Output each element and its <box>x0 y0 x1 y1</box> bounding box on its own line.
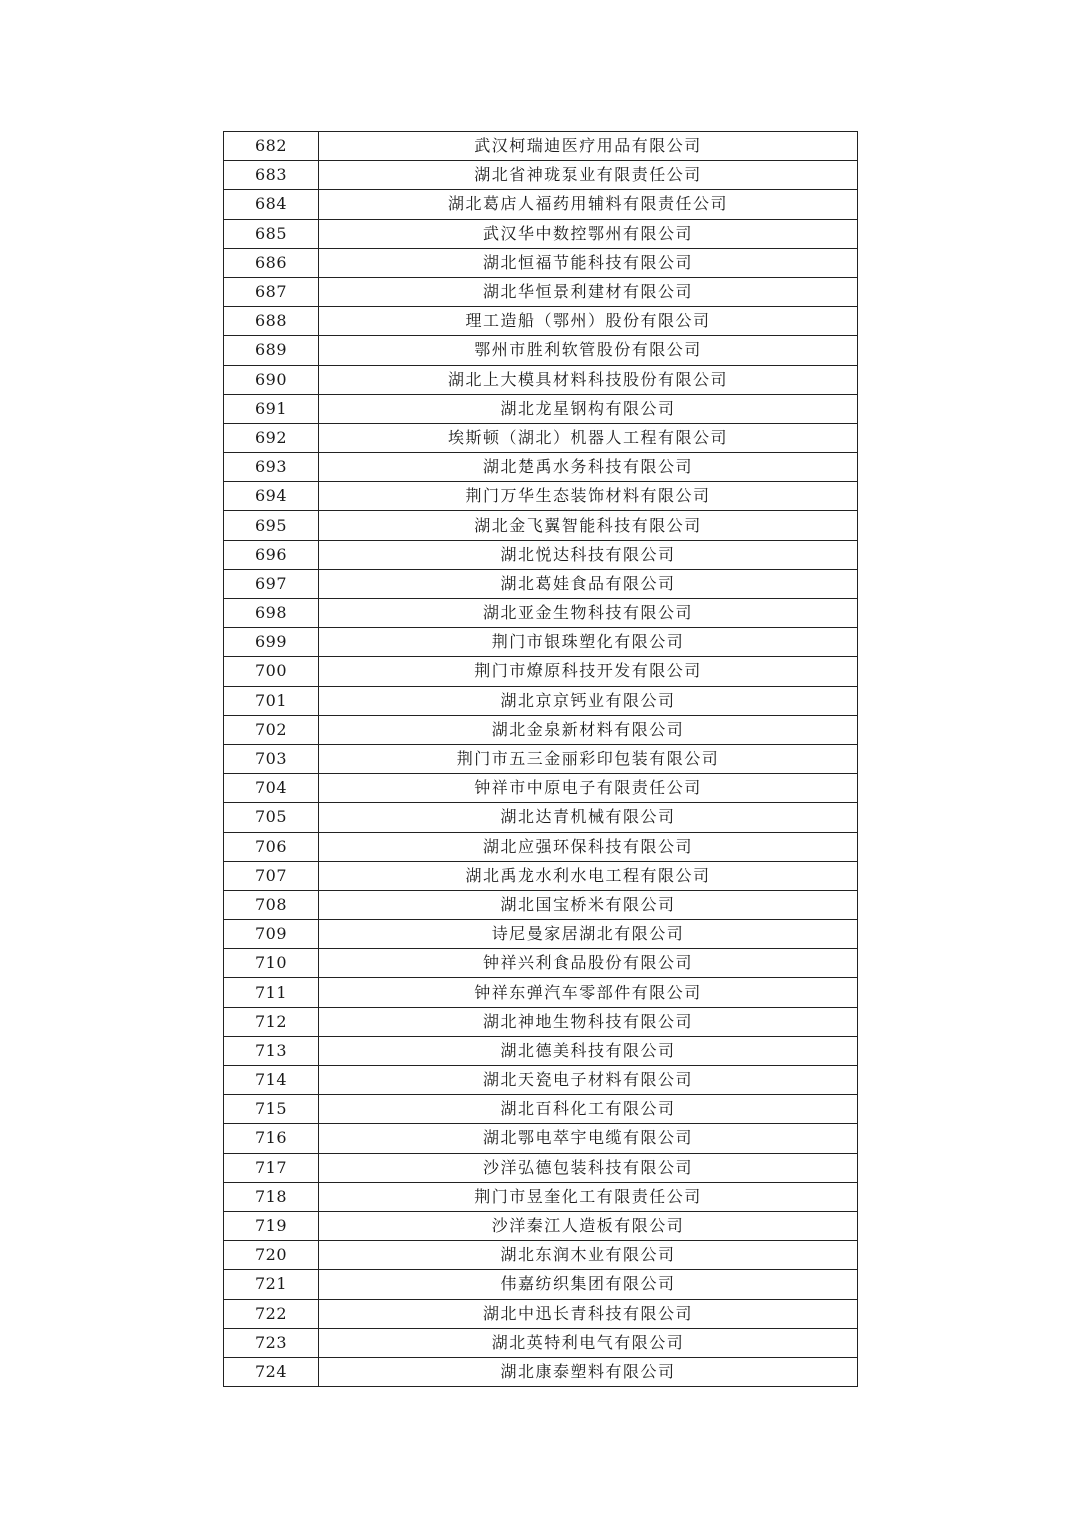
row-number-cell: 714 <box>224 1066 319 1095</box>
table-row <box>224 132 858 161</box>
company-name-cell: 湖北神地生物科技有限公司 <box>319 1007 858 1036</box>
company-name-cell: 湖北上大模具材料科技股份有限公司 <box>319 365 858 394</box>
company-name-cell: 武汉柯瑞迪医疗用品有限公司 <box>319 132 858 161</box>
row-number-cell: 713 <box>224 1036 319 1065</box>
company-list-table <box>223 131 858 1387</box>
row-number-cell: 705 <box>224 803 319 832</box>
company-name-cell: 湖北金飞翼智能科技有限公司 <box>319 511 858 540</box>
company-name-cell: 沙洋弘德包装科技有限公司 <box>319 1153 858 1182</box>
company-name-cell: 钟祥东弹汽车零部件有限公司 <box>319 978 858 1007</box>
row-number-cell: 723 <box>224 1328 319 1357</box>
row-number-cell: 701 <box>224 686 319 715</box>
company-name-cell: 湖北金泉新材料有限公司 <box>319 715 858 744</box>
company-name-cell: 湖北京京钙业有限公司 <box>319 686 858 715</box>
row-number-cell: 718 <box>224 1182 319 1211</box>
row-number-cell: 710 <box>224 949 319 978</box>
table-row <box>224 832 858 861</box>
table-row <box>224 365 858 394</box>
row-number-cell: 720 <box>224 1241 319 1270</box>
company-name-cell: 埃斯顿（湖北）机器人工程有限公司 <box>319 423 858 452</box>
company-name-cell: 湖北楚禹水务科技有限公司 <box>319 453 858 482</box>
company-name-cell: 湖北百科化工有限公司 <box>319 1095 858 1124</box>
row-number-cell: 712 <box>224 1007 319 1036</box>
row-number-cell: 689 <box>224 336 319 365</box>
row-number-cell: 706 <box>224 832 319 861</box>
table-row <box>224 599 858 628</box>
company-name-cell: 湖北达青机械有限公司 <box>319 803 858 832</box>
company-name-cell: 荆门市燎原科技开发有限公司 <box>319 657 858 686</box>
table-row <box>224 890 858 919</box>
company-name-cell: 湖北鄂电萃宇电缆有限公司 <box>319 1124 858 1153</box>
row-number-cell: 697 <box>224 569 319 598</box>
row-number-cell: 698 <box>224 599 319 628</box>
row-number-cell: 717 <box>224 1153 319 1182</box>
table-row <box>224 1241 858 1270</box>
row-number-cell: 721 <box>224 1270 319 1299</box>
table-row <box>224 336 858 365</box>
company-name-cell: 湖北天瓷电子材料有限公司 <box>319 1066 858 1095</box>
table-row <box>224 803 858 832</box>
table-row <box>224 657 858 686</box>
company-name-cell: 荆门市银珠塑化有限公司 <box>319 628 858 657</box>
company-name-cell: 湖北康泰塑料有限公司 <box>319 1357 858 1386</box>
table-row <box>224 511 858 540</box>
table-row <box>224 1124 858 1153</box>
table-row <box>224 1153 858 1182</box>
table-row <box>224 540 858 569</box>
table-row <box>224 1357 858 1386</box>
row-number-cell: 695 <box>224 511 319 540</box>
row-number-cell: 707 <box>224 861 319 890</box>
company-name-cell: 诗尼曼家居湖北有限公司 <box>319 920 858 949</box>
company-name-cell: 钟祥市中原电子有限责任公司 <box>319 774 858 803</box>
row-number-cell: 719 <box>224 1211 319 1240</box>
table-row <box>224 1036 858 1065</box>
row-number-cell: 699 <box>224 628 319 657</box>
table-row <box>224 949 858 978</box>
company-name-cell: 湖北葛店人福药用辅料有限责任公司 <box>319 190 858 219</box>
row-number-cell: 682 <box>224 132 319 161</box>
company-name-cell: 湖北省神珑泵业有限责任公司 <box>319 161 858 190</box>
table-row <box>224 978 858 1007</box>
table-row <box>224 482 858 511</box>
row-number-cell: 693 <box>224 453 319 482</box>
company-name-cell: 理工造船（鄂州）股份有限公司 <box>319 307 858 336</box>
company-name-cell: 荆门市昱奎化工有限责任公司 <box>319 1182 858 1211</box>
table-row <box>224 686 858 715</box>
company-name-cell: 湖北恒福节能科技有限公司 <box>319 248 858 277</box>
row-number-cell: 696 <box>224 540 319 569</box>
company-name-cell: 沙洋秦江人造板有限公司 <box>319 1211 858 1240</box>
row-number-cell: 688 <box>224 307 319 336</box>
company-name-cell: 伟嘉纺织集团有限公司 <box>319 1270 858 1299</box>
company-name-cell: 钟祥兴利食品股份有限公司 <box>319 949 858 978</box>
company-name-cell: 荆门市五三金丽彩印包装有限公司 <box>319 744 858 773</box>
row-number-cell: 692 <box>224 423 319 452</box>
company-name-cell: 湖北葛娃食品有限公司 <box>319 569 858 598</box>
row-number-cell: 716 <box>224 1124 319 1153</box>
row-number-cell: 709 <box>224 920 319 949</box>
row-number-cell: 711 <box>224 978 319 1007</box>
table-row <box>224 219 858 248</box>
table-row <box>224 1095 858 1124</box>
row-number-cell: 690 <box>224 365 319 394</box>
row-number-cell: 703 <box>224 744 319 773</box>
company-name-cell: 武汉华中数控鄂州有限公司 <box>319 219 858 248</box>
table-row <box>224 920 858 949</box>
row-number-cell: 724 <box>224 1357 319 1386</box>
company-name-cell: 湖北东润木业有限公司 <box>319 1241 858 1270</box>
table-row <box>224 628 858 657</box>
row-number-cell: 684 <box>224 190 319 219</box>
table-row <box>224 715 858 744</box>
row-number-cell: 683 <box>224 161 319 190</box>
table-row <box>224 307 858 336</box>
row-number-cell: 708 <box>224 890 319 919</box>
table-row <box>224 394 858 423</box>
table-row <box>224 861 858 890</box>
row-number-cell: 715 <box>224 1095 319 1124</box>
table-row <box>224 774 858 803</box>
table-row <box>224 1211 858 1240</box>
company-name-cell: 荆门万华生态装饰材料有限公司 <box>319 482 858 511</box>
company-name-cell: 湖北德美科技有限公司 <box>319 1036 858 1065</box>
table-row <box>224 744 858 773</box>
table-row <box>224 423 858 452</box>
company-name-cell: 湖北禹龙水利水电工程有限公司 <box>319 861 858 890</box>
company-name-cell: 湖北悦达科技有限公司 <box>319 540 858 569</box>
company-name-cell: 湖北亚金生物科技有限公司 <box>319 599 858 628</box>
row-number-cell: 704 <box>224 774 319 803</box>
row-number-cell: 702 <box>224 715 319 744</box>
company-name-cell: 湖北国宝桥米有限公司 <box>319 890 858 919</box>
company-list-body <box>224 132 858 1387</box>
row-number-cell: 686 <box>224 248 319 277</box>
table-row <box>224 1328 858 1357</box>
company-name-cell: 湖北华恒景利建材有限公司 <box>319 277 858 306</box>
row-number-cell: 700 <box>224 657 319 686</box>
row-number-cell: 687 <box>224 277 319 306</box>
table-row <box>224 190 858 219</box>
company-name-cell: 鄂州市胜利软管股份有限公司 <box>319 336 858 365</box>
table-row <box>224 277 858 306</box>
table-row <box>224 248 858 277</box>
company-name-cell: 湖北应强环保科技有限公司 <box>319 832 858 861</box>
company-name-cell: 湖北英特利电气有限公司 <box>319 1328 858 1357</box>
table-row <box>224 453 858 482</box>
table-row <box>224 1066 858 1095</box>
table-row <box>224 1182 858 1211</box>
row-number-cell: 722 <box>224 1299 319 1328</box>
company-name-cell: 湖北中迅长青科技有限公司 <box>319 1299 858 1328</box>
row-number-cell: 691 <box>224 394 319 423</box>
table-row <box>224 569 858 598</box>
table-row <box>224 161 858 190</box>
company-name-cell: 湖北龙星钢构有限公司 <box>319 394 858 423</box>
row-number-cell: 694 <box>224 482 319 511</box>
row-number-cell: 685 <box>224 219 319 248</box>
table-row <box>224 1299 858 1328</box>
table-row <box>224 1007 858 1036</box>
table-row <box>224 1270 858 1299</box>
